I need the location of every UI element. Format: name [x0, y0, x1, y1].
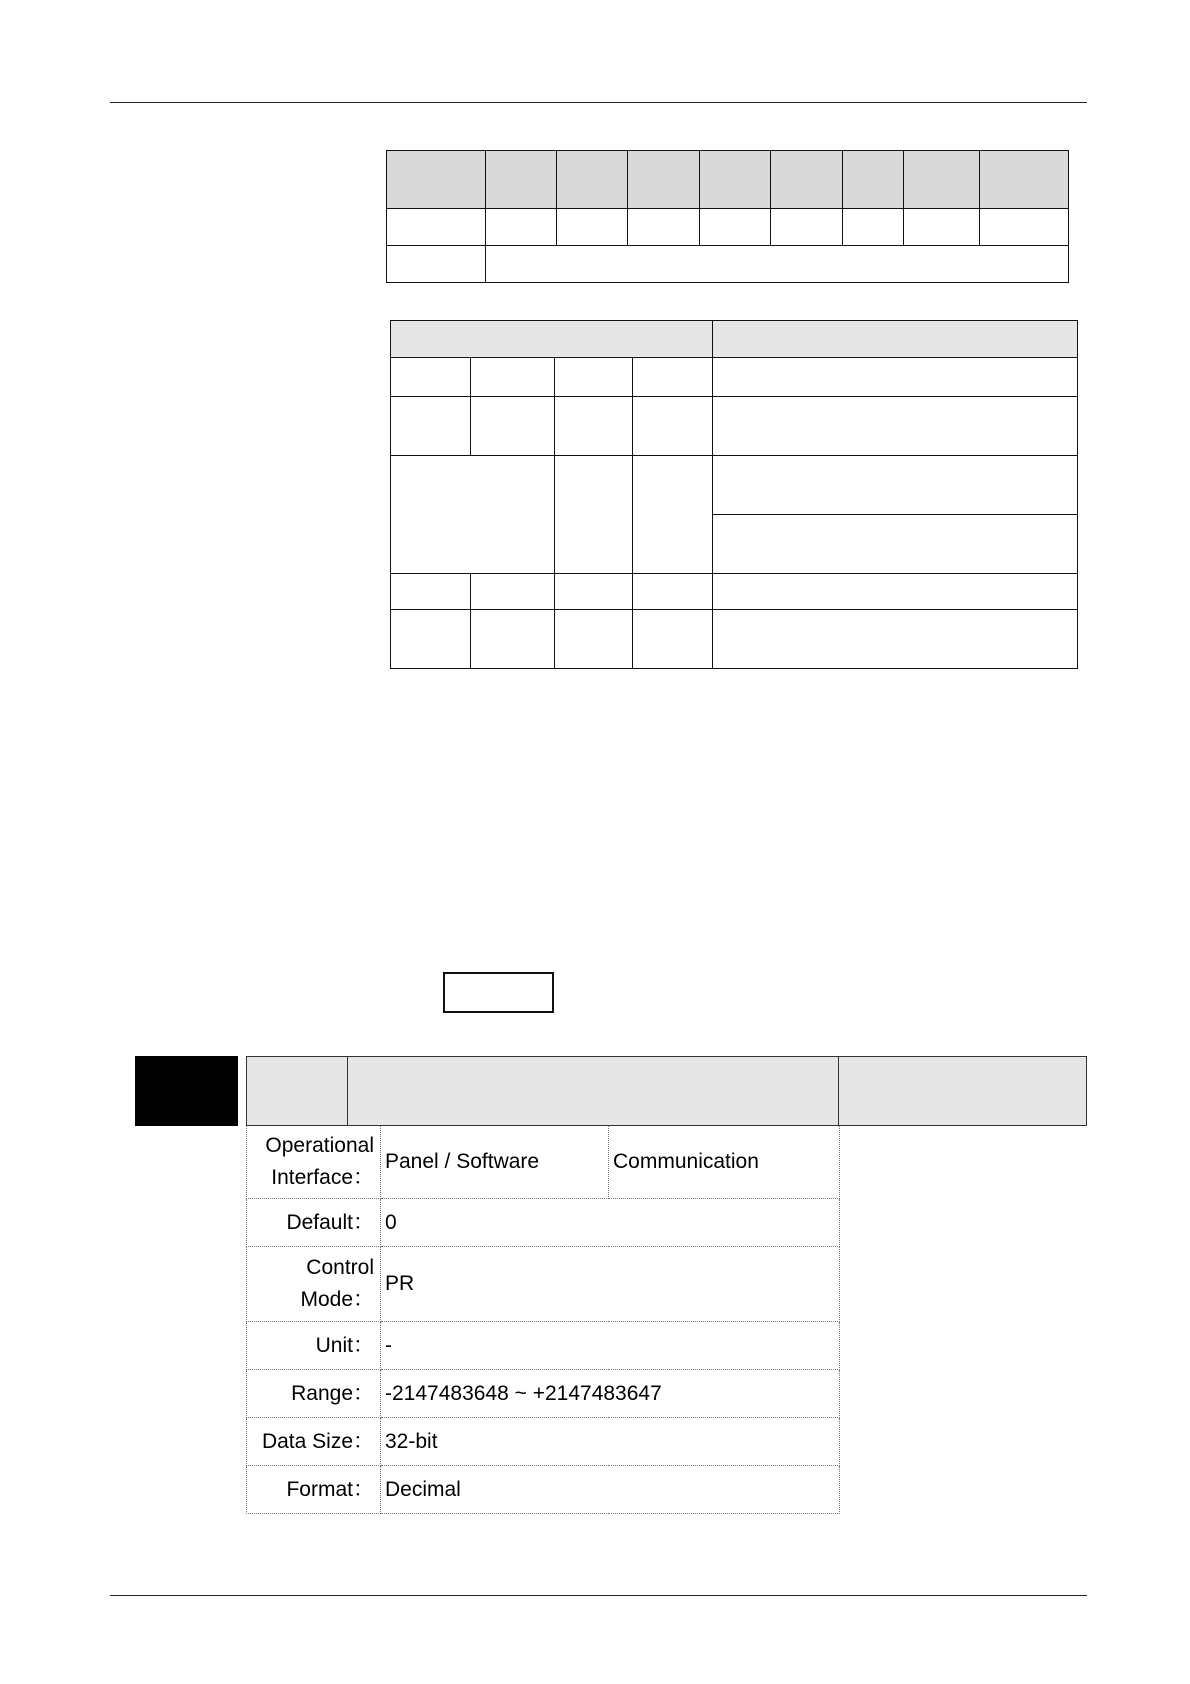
footer-rule	[110, 1595, 1087, 1596]
operational-interface-label-line1: Operational	[265, 1134, 374, 1157]
parameter-code-box	[443, 972, 554, 1013]
control-mode-row	[247, 1247, 840, 1322]
format-row	[247, 1466, 840, 1514]
communication-value: Communication	[609, 1126, 840, 1199]
format-value: Decimal	[381, 1466, 840, 1514]
panel-software-value: Panel / Software	[381, 1126, 609, 1199]
upper-table-row	[387, 246, 1069, 283]
unit-value: -	[381, 1322, 840, 1370]
lower-table-row	[391, 397, 1078, 456]
operational-interface-label	[247, 1126, 381, 1199]
parameter-header-row	[247, 1057, 1087, 1126]
header-rule	[110, 102, 1087, 103]
upper-table-header-row	[387, 151, 1069, 209]
parameter-header-table	[246, 1056, 1087, 1126]
upper-table-row	[387, 209, 1069, 246]
lower-table-row	[391, 610, 1078, 669]
unit-label: Unit：	[247, 1322, 381, 1370]
operational-interface-row	[247, 1126, 840, 1199]
lower-table-header-row	[391, 321, 1078, 358]
default-label: Default：	[247, 1199, 381, 1247]
lower-table-row	[391, 456, 1078, 515]
data-size-row	[247, 1418, 840, 1466]
lower-table-row	[391, 574, 1078, 610]
range-value: -2147483648 ~ +2147483647	[381, 1370, 840, 1418]
lower-table	[390, 320, 1078, 669]
control-mode-label-line2: Mode：	[300, 1288, 374, 1311]
operational-interface-label-line2: Interface：	[271, 1166, 374, 1189]
parameter-attributes-table	[246, 1126, 840, 1514]
section-marker	[135, 1056, 238, 1126]
default-row	[247, 1199, 840, 1247]
lower-table-row	[391, 358, 1078, 397]
unit-row	[247, 1322, 840, 1370]
control-mode-label-line1: Control	[306, 1256, 374, 1279]
data-size-value: 32-bit	[381, 1418, 840, 1466]
control-mode-value: PR	[381, 1247, 840, 1322]
control-mode-label	[247, 1247, 381, 1322]
upper-table	[386, 150, 1069, 283]
range-row	[247, 1370, 840, 1418]
default-value: 0	[381, 1199, 840, 1247]
format-label: Format：	[247, 1466, 381, 1514]
range-label: Range：	[247, 1370, 381, 1418]
data-size-label: Data Size：	[247, 1418, 381, 1466]
